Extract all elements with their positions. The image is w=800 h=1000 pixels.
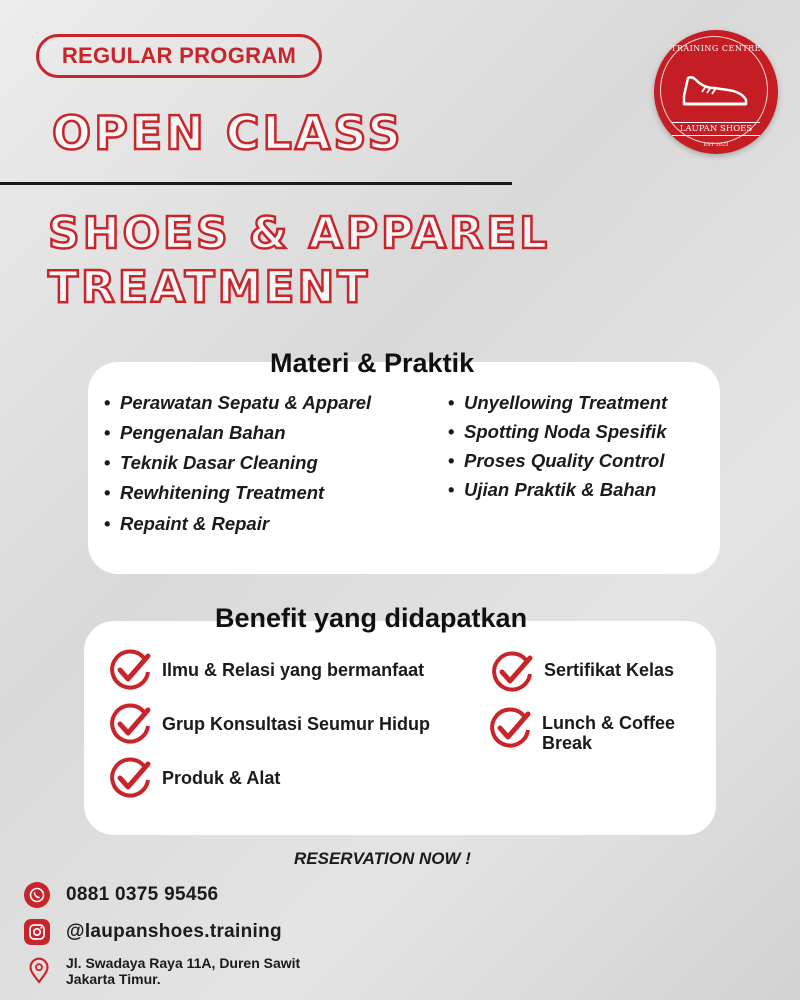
benefit-item [488, 706, 702, 753]
benefit-label: Grup Konsultasi Seumur Hidup [162, 714, 431, 734]
list-item: • Ujian Praktik & Bahan [464, 479, 656, 501]
address-line2: Jakarta Timur. [66, 971, 161, 987]
whatsapp-icon [24, 882, 50, 908]
badge-name: LAUPAN SHOES [672, 122, 760, 136]
divider [0, 182, 512, 185]
contact-instagram[interactable] [24, 919, 282, 945]
title-line2: TREATMENT [48, 262, 371, 313]
logo-badge [654, 30, 778, 154]
phone-number: 0881 0375 95456 [66, 884, 219, 905]
badge-top-text: TRAINING CENTRE [670, 44, 762, 53]
contact-address [28, 955, 300, 987]
materi-card [88, 362, 720, 574]
contact-phone[interactable] [24, 882, 218, 908]
shoe-icon [680, 66, 752, 114]
materi-title: Materi & Praktik [270, 348, 475, 378]
check-circle-icon [108, 702, 152, 746]
location-pin-icon [28, 957, 50, 985]
check-circle-icon [488, 706, 532, 750]
instagram-icon [24, 919, 50, 945]
check-circle-icon [490, 650, 534, 694]
check-circle-icon [108, 648, 152, 692]
benefit-label: Lunch & Coffee Break [542, 713, 675, 753]
benefit-item [108, 756, 280, 800]
headline: OPEN CLASS [52, 106, 404, 160]
benefit-label: Sertifikat Kelas [544, 660, 675, 680]
instagram-handle: @laupanshoes.training [66, 921, 282, 942]
address [66, 955, 300, 987]
address-line1: Jl. Swadaya Raya 11A, Duren Sawit [66, 955, 301, 971]
list-item: • Unyellowing Treatment [464, 392, 667, 414]
benefit-label: Ilmu & Relasi yang bermanfaat [162, 660, 425, 680]
check-circle-icon [108, 756, 152, 800]
benefit-title: Benefit yang didapatkan [215, 603, 528, 633]
list-item: • Teknik Dasar Cleaning [120, 452, 318, 474]
list-item: • Rewhitening Treatment [120, 482, 324, 504]
reservation-label: RESERVATION NOW ! [294, 849, 471, 868]
benefit-item [108, 702, 430, 746]
title-line1: SHOES & APPAREL [48, 208, 551, 259]
badge-est: EST 2023 [703, 142, 729, 148]
list-item: • Proses Quality Control [464, 450, 664, 472]
list-item: • Repaint & Repair [120, 513, 269, 535]
list-item: • Spotting Noda Spesifik [464, 421, 666, 443]
list-item: • Perawatan Sepatu & Apparel [120, 392, 371, 414]
program-label: REGULAR PROGRAM [36, 34, 322, 78]
benefit-item [108, 648, 424, 692]
list-item: • Pengenalan Bahan [120, 422, 286, 444]
benefit-item [490, 650, 674, 694]
benefit-label: Produk & Alat [162, 768, 281, 788]
